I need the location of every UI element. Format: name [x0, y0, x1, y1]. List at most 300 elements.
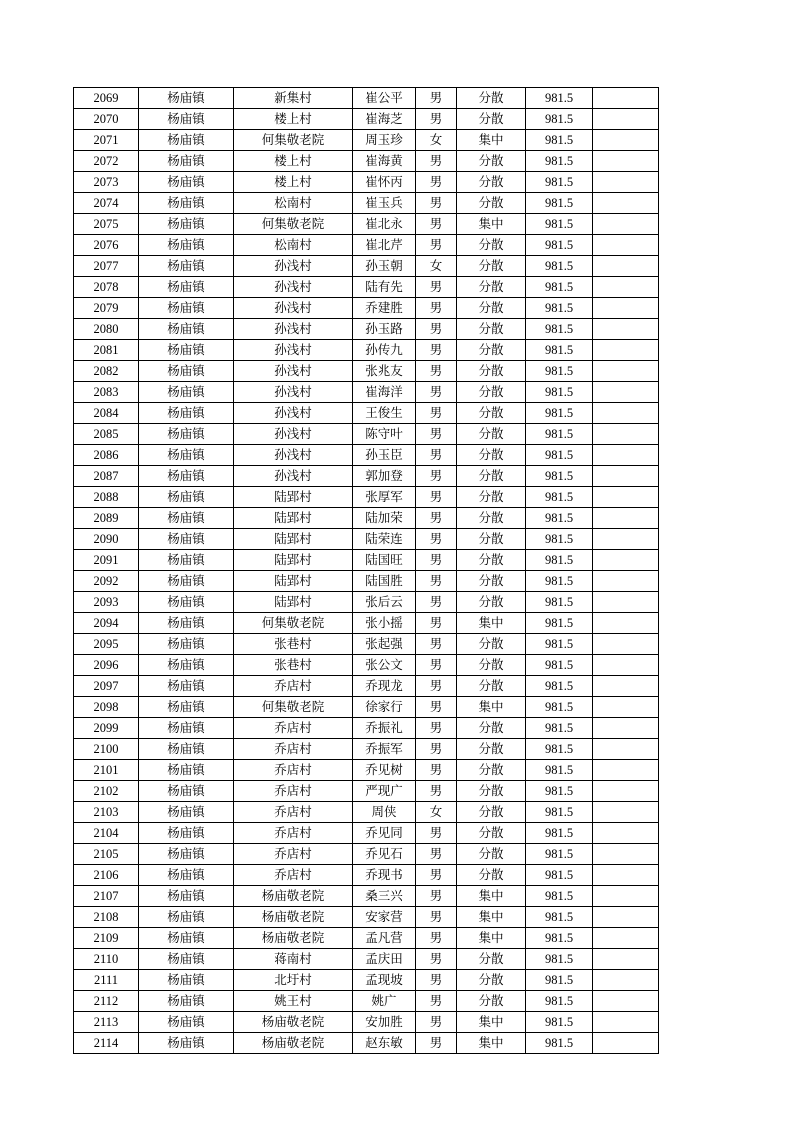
- table-row: [74, 487, 659, 508]
- cell-amount: 981.5: [526, 592, 593, 613]
- cell-gender: 女: [416, 130, 457, 151]
- cell-note: [593, 991, 659, 1012]
- cell-note: [593, 676, 659, 697]
- cell-serial: 2072: [74, 151, 139, 172]
- cell-serial: 2112: [74, 991, 139, 1012]
- cell-village: 杨庙敬老院: [234, 1033, 353, 1054]
- cell-person-name: 陆加荣: [353, 508, 416, 529]
- table-row: [74, 445, 659, 466]
- cell-note: [593, 340, 659, 361]
- cell-amount: 981.5: [526, 88, 593, 109]
- cell-note: [593, 109, 659, 130]
- cell-person-name: 孟凡营: [353, 928, 416, 949]
- cell-town: 杨庙镇: [139, 844, 234, 865]
- cell-serial: 2096: [74, 655, 139, 676]
- cell-note: [593, 298, 659, 319]
- cell-person-name: 乔见石: [353, 844, 416, 865]
- cell-town: 杨庙镇: [139, 466, 234, 487]
- cell-gender: 男: [416, 571, 457, 592]
- cell-gender: 男: [416, 214, 457, 235]
- cell-gender: 男: [416, 1012, 457, 1033]
- cell-amount: 981.5: [526, 550, 593, 571]
- cell-person-name: 乔振礼: [353, 718, 416, 739]
- cell-support-type: 分散: [457, 109, 526, 130]
- cell-village: 北圩村: [234, 970, 353, 991]
- cell-gender: 男: [416, 949, 457, 970]
- cell-serial: 2104: [74, 823, 139, 844]
- cell-note: [593, 802, 659, 823]
- cell-amount: 981.5: [526, 109, 593, 130]
- cell-note: [593, 970, 659, 991]
- cell-serial: 2102: [74, 781, 139, 802]
- cell-serial: 2089: [74, 508, 139, 529]
- cell-serial: 2079: [74, 298, 139, 319]
- cell-person-name: 郭加登: [353, 466, 416, 487]
- cell-note: [593, 571, 659, 592]
- table-row: [74, 88, 659, 109]
- cell-support-type: 分散: [457, 361, 526, 382]
- cell-amount: 981.5: [526, 634, 593, 655]
- cell-support-type: 分散: [457, 382, 526, 403]
- cell-person-name: 崔怀丙: [353, 172, 416, 193]
- cell-person-name: 张公文: [353, 655, 416, 676]
- cell-gender: 男: [416, 403, 457, 424]
- cell-town: 杨庙镇: [139, 613, 234, 634]
- cell-town: 杨庙镇: [139, 298, 234, 319]
- cell-village: 陆郢村: [234, 487, 353, 508]
- cell-amount: 981.5: [526, 298, 593, 319]
- cell-amount: 981.5: [526, 865, 593, 886]
- table-row: [74, 529, 659, 550]
- cell-note: [593, 214, 659, 235]
- cell-town: 杨庙镇: [139, 256, 234, 277]
- cell-note: [593, 844, 659, 865]
- cell-person-name: 徐家行: [353, 697, 416, 718]
- cell-serial: 2098: [74, 697, 139, 718]
- cell-serial: 2085: [74, 424, 139, 445]
- cell-note: [593, 613, 659, 634]
- table-row: [74, 907, 659, 928]
- cell-note: [593, 361, 659, 382]
- cell-village: 孙浅村: [234, 277, 353, 298]
- cell-gender: 男: [416, 361, 457, 382]
- cell-support-type: 分散: [457, 739, 526, 760]
- table-row: [74, 655, 659, 676]
- cell-amount: 981.5: [526, 571, 593, 592]
- cell-village: 陆郢村: [234, 592, 353, 613]
- cell-note: [593, 487, 659, 508]
- cell-gender: 女: [416, 256, 457, 277]
- cell-serial: 2092: [74, 571, 139, 592]
- cell-gender: 男: [416, 634, 457, 655]
- cell-amount: 981.5: [526, 319, 593, 340]
- table-row: [74, 802, 659, 823]
- cell-amount: 981.5: [526, 928, 593, 949]
- cell-note: [593, 907, 659, 928]
- cell-note: [593, 1012, 659, 1033]
- cell-village: 乔店村: [234, 781, 353, 802]
- cell-note: [593, 151, 659, 172]
- cell-serial: 2094: [74, 613, 139, 634]
- cell-serial: 2097: [74, 676, 139, 697]
- cell-town: 杨庙镇: [139, 508, 234, 529]
- table-row: [74, 991, 659, 1012]
- cell-village: 乔店村: [234, 865, 353, 886]
- table-row: [74, 928, 659, 949]
- cell-serial: 2091: [74, 550, 139, 571]
- cell-serial: 2081: [74, 340, 139, 361]
- cell-serial: 2083: [74, 382, 139, 403]
- cell-town: 杨庙镇: [139, 424, 234, 445]
- cell-note: [593, 697, 659, 718]
- cell-person-name: 崔海洋: [353, 382, 416, 403]
- cell-serial: 2069: [74, 88, 139, 109]
- table-row: [74, 592, 659, 613]
- cell-serial: 2095: [74, 634, 139, 655]
- cell-village: 姚王村: [234, 991, 353, 1012]
- cell-serial: 2107: [74, 886, 139, 907]
- cell-amount: 981.5: [526, 907, 593, 928]
- cell-town: 杨庙镇: [139, 907, 234, 928]
- cell-gender: 男: [416, 235, 457, 256]
- table-row: [74, 676, 659, 697]
- cell-town: 杨庙镇: [139, 550, 234, 571]
- cell-serial: 2090: [74, 529, 139, 550]
- cell-amount: 981.5: [526, 949, 593, 970]
- cell-amount: 981.5: [526, 781, 593, 802]
- cell-village: 乔店村: [234, 802, 353, 823]
- cell-amount: 981.5: [526, 361, 593, 382]
- cell-serial: 2075: [74, 214, 139, 235]
- table-row: [74, 970, 659, 991]
- cell-note: [593, 235, 659, 256]
- cell-amount: 981.5: [526, 739, 593, 760]
- cell-support-type: 分散: [457, 970, 526, 991]
- cell-gender: 男: [416, 550, 457, 571]
- cell-note: [593, 592, 659, 613]
- cell-support-type: 分散: [457, 172, 526, 193]
- cell-note: [593, 655, 659, 676]
- table-row: [74, 130, 659, 151]
- cell-support-type: 分散: [457, 235, 526, 256]
- cell-amount: 981.5: [526, 760, 593, 781]
- cell-gender: 男: [416, 109, 457, 130]
- cell-support-type: 分散: [457, 655, 526, 676]
- cell-person-name: 崔海芝: [353, 109, 416, 130]
- cell-person-name: 崔北芹: [353, 235, 416, 256]
- cell-gender: 男: [416, 319, 457, 340]
- cell-gender: 男: [416, 277, 457, 298]
- cell-gender: 男: [416, 1033, 457, 1054]
- cell-person-name: 周玉珍: [353, 130, 416, 151]
- cell-support-type: 集中: [457, 928, 526, 949]
- cell-gender: 男: [416, 193, 457, 214]
- cell-person-name: 崔北永: [353, 214, 416, 235]
- cell-amount: 981.5: [526, 403, 593, 424]
- cell-serial: 2076: [74, 235, 139, 256]
- cell-amount: 981.5: [526, 655, 593, 676]
- table-row: [74, 382, 659, 403]
- cell-note: [593, 130, 659, 151]
- cell-person-name: 乔现龙: [353, 676, 416, 697]
- table-row: [74, 235, 659, 256]
- cell-note: [593, 928, 659, 949]
- cell-town: 杨庙镇: [139, 634, 234, 655]
- cell-gender: 男: [416, 592, 457, 613]
- table-row: [74, 1012, 659, 1033]
- cell-support-type: 分散: [457, 151, 526, 172]
- table-row: [74, 1033, 659, 1054]
- cell-village: 陆郢村: [234, 508, 353, 529]
- cell-person-name: 陆国旺: [353, 550, 416, 571]
- cell-town: 杨庙镇: [139, 823, 234, 844]
- cell-serial: 2078: [74, 277, 139, 298]
- cell-note: [593, 508, 659, 529]
- cell-support-type: 分散: [457, 760, 526, 781]
- cell-serial: 2114: [74, 1033, 139, 1054]
- cell-amount: 981.5: [526, 718, 593, 739]
- cell-town: 杨庙镇: [139, 382, 234, 403]
- table-row: [74, 697, 659, 718]
- cell-town: 杨庙镇: [139, 172, 234, 193]
- cell-person-name: 陆有先: [353, 277, 416, 298]
- cell-gender: 男: [416, 613, 457, 634]
- cell-gender: 男: [416, 844, 457, 865]
- cell-gender: 男: [416, 718, 457, 739]
- cell-gender: 男: [416, 529, 457, 550]
- cell-support-type: 集中: [457, 613, 526, 634]
- cell-person-name: 孙传九: [353, 340, 416, 361]
- cell-serial: 2108: [74, 907, 139, 928]
- cell-gender: 男: [416, 466, 457, 487]
- cell-gender: 男: [416, 823, 457, 844]
- cell-support-type: 分散: [457, 823, 526, 844]
- cell-note: [593, 739, 659, 760]
- cell-amount: 981.5: [526, 466, 593, 487]
- cell-serial: 2082: [74, 361, 139, 382]
- table-row: [74, 214, 659, 235]
- cell-town: 杨庙镇: [139, 1033, 234, 1054]
- cell-support-type: 分散: [457, 550, 526, 571]
- cell-serial: 2073: [74, 172, 139, 193]
- cell-gender: 男: [416, 424, 457, 445]
- cell-gender: 男: [416, 676, 457, 697]
- table-row: [74, 466, 659, 487]
- cell-note: [593, 760, 659, 781]
- cell-amount: 981.5: [526, 487, 593, 508]
- cell-gender: 男: [416, 151, 457, 172]
- cell-person-name: 张后云: [353, 592, 416, 613]
- cell-town: 杨庙镇: [139, 760, 234, 781]
- cell-village: 孙浅村: [234, 382, 353, 403]
- cell-gender: 男: [416, 970, 457, 991]
- cell-village: 楼上村: [234, 172, 353, 193]
- cell-support-type: 分散: [457, 256, 526, 277]
- cell-note: [593, 424, 659, 445]
- cell-town: 杨庙镇: [139, 109, 234, 130]
- cell-serial: 2099: [74, 718, 139, 739]
- table-row: [74, 319, 659, 340]
- cell-person-name: 周侠: [353, 802, 416, 823]
- table-row: [74, 424, 659, 445]
- table-row: [74, 781, 659, 802]
- cell-town: 杨庙镇: [139, 718, 234, 739]
- cell-village: 杨庙敬老院: [234, 907, 353, 928]
- cell-person-name: 张厚军: [353, 487, 416, 508]
- table-row: [74, 760, 659, 781]
- cell-town: 杨庙镇: [139, 340, 234, 361]
- table-row: [74, 886, 659, 907]
- cell-town: 杨庙镇: [139, 991, 234, 1012]
- cell-town: 杨庙镇: [139, 592, 234, 613]
- table-row: [74, 550, 659, 571]
- cell-village: 松南村: [234, 235, 353, 256]
- cell-village: 张巷村: [234, 655, 353, 676]
- cell-amount: 981.5: [526, 970, 593, 991]
- cell-village: 乔店村: [234, 823, 353, 844]
- cell-town: 杨庙镇: [139, 886, 234, 907]
- cell-amount: 981.5: [526, 697, 593, 718]
- cell-person-name: 孟现坡: [353, 970, 416, 991]
- cell-support-type: 集中: [457, 1033, 526, 1054]
- cell-gender: 男: [416, 298, 457, 319]
- cell-village: 孙浅村: [234, 298, 353, 319]
- cell-serial: 2087: [74, 466, 139, 487]
- cell-amount: 981.5: [526, 382, 593, 403]
- cell-amount: 981.5: [526, 802, 593, 823]
- cell-person-name: 孙玉臣: [353, 445, 416, 466]
- cell-note: [593, 445, 659, 466]
- cell-serial: 2100: [74, 739, 139, 760]
- table-row: [74, 613, 659, 634]
- cell-support-type: 分散: [457, 298, 526, 319]
- cell-support-type: 集中: [457, 130, 526, 151]
- roster-table: [73, 87, 659, 1054]
- table-row: [74, 739, 659, 760]
- cell-town: 杨庙镇: [139, 865, 234, 886]
- cell-support-type: 分散: [457, 571, 526, 592]
- cell-support-type: 分散: [457, 193, 526, 214]
- cell-village: 蒋南村: [234, 949, 353, 970]
- cell-note: [593, 319, 659, 340]
- cell-gender: 男: [416, 886, 457, 907]
- cell-person-name: 孟庆田: [353, 949, 416, 970]
- cell-serial: 2086: [74, 445, 139, 466]
- cell-town: 杨庙镇: [139, 445, 234, 466]
- cell-support-type: 集中: [457, 886, 526, 907]
- cell-support-type: 分散: [457, 865, 526, 886]
- cell-serial: 2110: [74, 949, 139, 970]
- cell-support-type: 分散: [457, 676, 526, 697]
- cell-town: 杨庙镇: [139, 676, 234, 697]
- cell-gender: 男: [416, 655, 457, 676]
- cell-serial: 2101: [74, 760, 139, 781]
- cell-note: [593, 277, 659, 298]
- cell-note: [593, 781, 659, 802]
- cell-village: 陆郢村: [234, 550, 353, 571]
- cell-person-name: 孙玉路: [353, 319, 416, 340]
- table-row: [74, 109, 659, 130]
- cell-amount: 981.5: [526, 1012, 593, 1033]
- cell-amount: 981.5: [526, 445, 593, 466]
- cell-village: 新集村: [234, 88, 353, 109]
- cell-town: 杨庙镇: [139, 130, 234, 151]
- cell-serial: 2071: [74, 130, 139, 151]
- cell-person-name: 陆国胜: [353, 571, 416, 592]
- cell-person-name: 张起强: [353, 634, 416, 655]
- cell-note: [593, 382, 659, 403]
- cell-person-name: 姚广: [353, 991, 416, 1012]
- cell-gender: 男: [416, 88, 457, 109]
- cell-support-type: 分散: [457, 277, 526, 298]
- cell-village: 杨庙敬老院: [234, 1012, 353, 1033]
- cell-gender: 男: [416, 445, 457, 466]
- cell-support-type: 分散: [457, 403, 526, 424]
- cell-person-name: 安加胜: [353, 1012, 416, 1033]
- cell-note: [593, 466, 659, 487]
- cell-village: 孙浅村: [234, 340, 353, 361]
- table-row: [74, 508, 659, 529]
- cell-serial: 2105: [74, 844, 139, 865]
- table-row: [74, 193, 659, 214]
- cell-gender: 男: [416, 508, 457, 529]
- cell-gender: 男: [416, 340, 457, 361]
- cell-town: 杨庙镇: [139, 88, 234, 109]
- cell-serial: 2106: [74, 865, 139, 886]
- cell-village: 松南村: [234, 193, 353, 214]
- cell-village: 乔店村: [234, 718, 353, 739]
- cell-town: 杨庙镇: [139, 487, 234, 508]
- cell-town: 杨庙镇: [139, 655, 234, 676]
- cell-town: 杨庙镇: [139, 193, 234, 214]
- cell-village: 孙浅村: [234, 445, 353, 466]
- cell-village: 杨庙敬老院: [234, 928, 353, 949]
- cell-note: [593, 529, 659, 550]
- cell-note: [593, 949, 659, 970]
- cell-gender: 男: [416, 907, 457, 928]
- cell-support-type: 分散: [457, 802, 526, 823]
- cell-person-name: 张兆友: [353, 361, 416, 382]
- cell-serial: 2084: [74, 403, 139, 424]
- cell-support-type: 分散: [457, 844, 526, 865]
- cell-gender: 男: [416, 865, 457, 886]
- cell-town: 杨庙镇: [139, 235, 234, 256]
- cell-person-name: 赵东敏: [353, 1033, 416, 1054]
- table-row: [74, 361, 659, 382]
- cell-serial: 2074: [74, 193, 139, 214]
- cell-town: 杨庙镇: [139, 319, 234, 340]
- cell-village: 乔店村: [234, 760, 353, 781]
- cell-town: 杨庙镇: [139, 970, 234, 991]
- table-row: [74, 151, 659, 172]
- cell-person-name: 乔建胜: [353, 298, 416, 319]
- cell-town: 杨庙镇: [139, 403, 234, 424]
- cell-person-name: 张小摇: [353, 613, 416, 634]
- cell-amount: 981.5: [526, 844, 593, 865]
- cell-town: 杨庙镇: [139, 697, 234, 718]
- cell-village: 何集敬老院: [234, 697, 353, 718]
- cell-note: [593, 865, 659, 886]
- cell-serial: 2111: [74, 970, 139, 991]
- cell-serial: 2070: [74, 109, 139, 130]
- cell-amount: 981.5: [526, 130, 593, 151]
- cell-town: 杨庙镇: [139, 277, 234, 298]
- cell-person-name: 崔海黄: [353, 151, 416, 172]
- cell-serial: 2080: [74, 319, 139, 340]
- cell-village: 陆郢村: [234, 571, 353, 592]
- cell-village: 乔店村: [234, 844, 353, 865]
- cell-person-name: 乔见同: [353, 823, 416, 844]
